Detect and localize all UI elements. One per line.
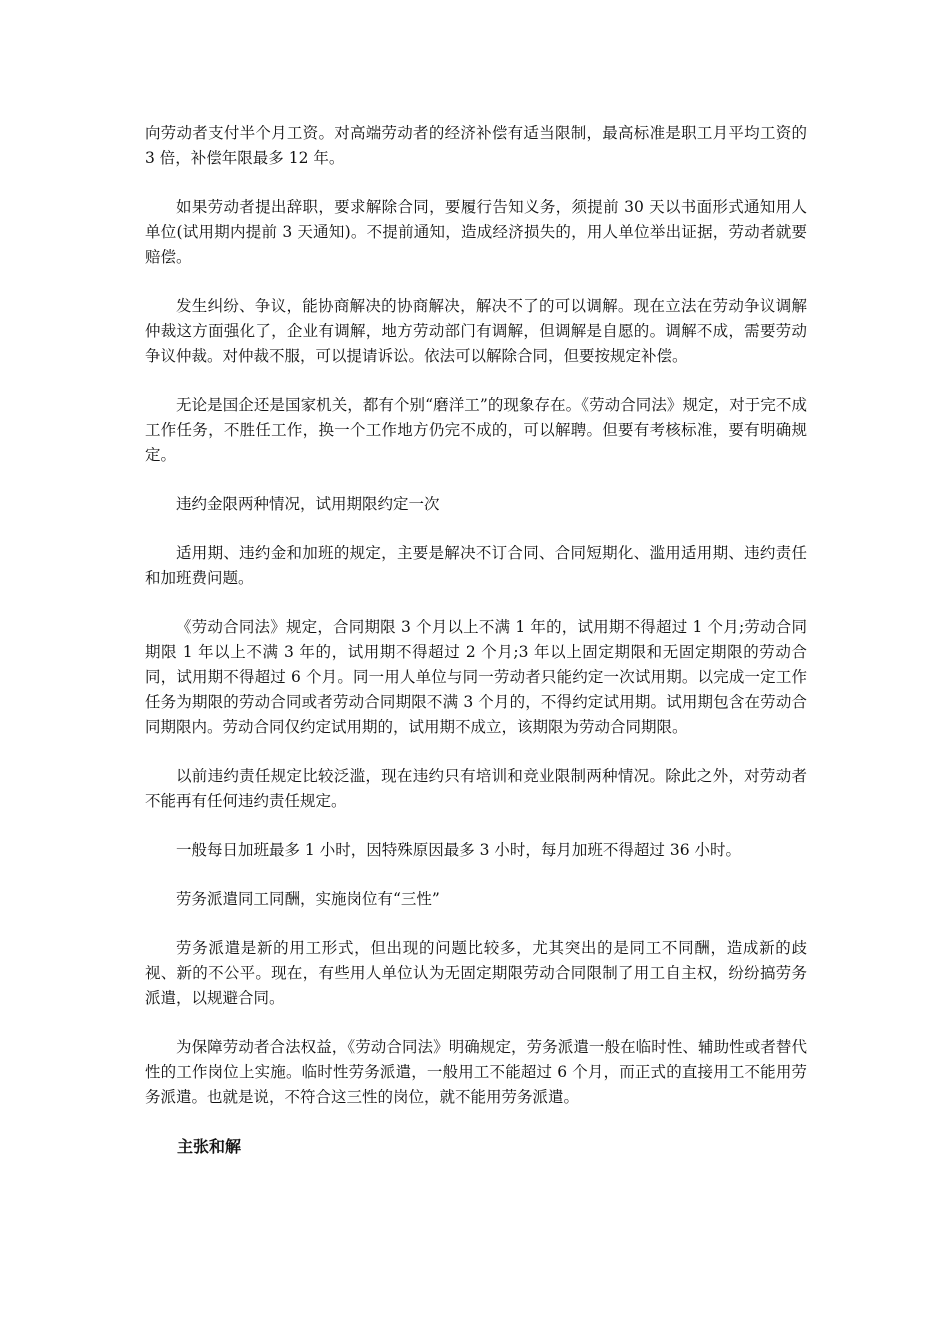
paragraph-dismissal: 无论是国企还是国家机关，都有个别“磨洋工”的现象存在。《劳动合同法》规定，对于完不成工作任务，不胜任工作，换一个工作地方仍完不成的，可以解聘。但要有考核标准，要有明确规定。 [145,396,807,464]
subheading-penalty-probation: 违约金限两种情况，试用期限约定一次 [176,495,440,513]
section-heading: 主张和解 [177,1137,242,1156]
paragraph-dispatch-problems: 劳务派遣是新的用工形式，但出现的问题比较多，尤其突出的是同工不同酬，造成新的歧视、新的不公平。现在，有些用人单位认为无固定期限劳动合同限制了用工自主权，纷纷搞劳务派遣，以规避合同。 [145,939,807,1007]
paragraph-dispute-mediation: 发生纠纷、争议，能协商解决的协商解决，解决不了的可以调解。现在立法在劳动争议调解仲裁这方面强化了，企业有调解，地方劳动部门有调解，但调解是自愿的。调解不成，需要劳动争议仲裁。对仲裁不服，可以提请诉讼。依法可以解除合同，但要按规定补偿。 [145,297,807,365]
paragraph-probation-purpose: 适用期、违约金和加班的规定，主要是解决不订合同、合同短期化、滥用适用期、违约责任和加班费问题。 [145,544,807,587]
paragraph-resignation-notice: 如果劳动者提出辞职，要求解除合同，要履行告知义务，须提前 30 天以书面形式通知用人单位(试用期内提前 3 天通知)。不提前通知，造成经济损失的，用人单位举出证据，劳动者就要赔偿。 [145,198,807,266]
paragraph-probation-rules: 《劳动合同法》规定，合同期限 3 个月以上不满 1 年的，试用期不得超过 1 个月;劳动合同期限 1 年以上不满 3 年的，试用期不得超过 2 个月;3 年以上固定期限和无固定期限的劳动合同，试用期不得超过 6 个月。同一用人单位与同一劳动者只能约定一次试用期。以完成一定工作任务为期限的劳动合同或者劳动合同期限不满 3 个月的，不得约定试用期。试用期包含在劳动合同期限内。劳动合同仅约定试用期的，试用期不成立，该期限为劳动合同期限。 [145,618,807,736]
paragraph-dispatch-rules: 为保障劳动者合法权益，《劳动合同法》明确规定，劳务派遣一般在临时性、辅助性或者替代性的工作岗位上实施。临时性劳务派遣，一般用工不能超过 6 个月，而正式的直接用工不能用劳务派遣。也就是说，不符合这三性的岗位，就不能用劳务派遣。 [145,1038,807,1106]
document-body [145,121,807,1183]
paragraph-overtime: 一般每日加班最多 1 小时，因特殊原因最多 3 小时，每月加班不得超过 36 小时。 [176,841,742,859]
paragraph-liability: 以前违约责任规定比较泛滥，现在违约只有培训和竞业限制两种情况。除此之外，对劳动者不能再有任何违约责任规定。 [145,767,807,810]
paragraph-continuation: 向劳动者支付半个月工资。对高端劳动者的经济补偿有适当限制，最高标准是职工月平均工资的 3 倍，补偿年限最多 12 年。 [145,124,807,167]
subheading-dispatch: 劳务派遣同工同酬，实施岗位有“三性” [176,890,440,908]
